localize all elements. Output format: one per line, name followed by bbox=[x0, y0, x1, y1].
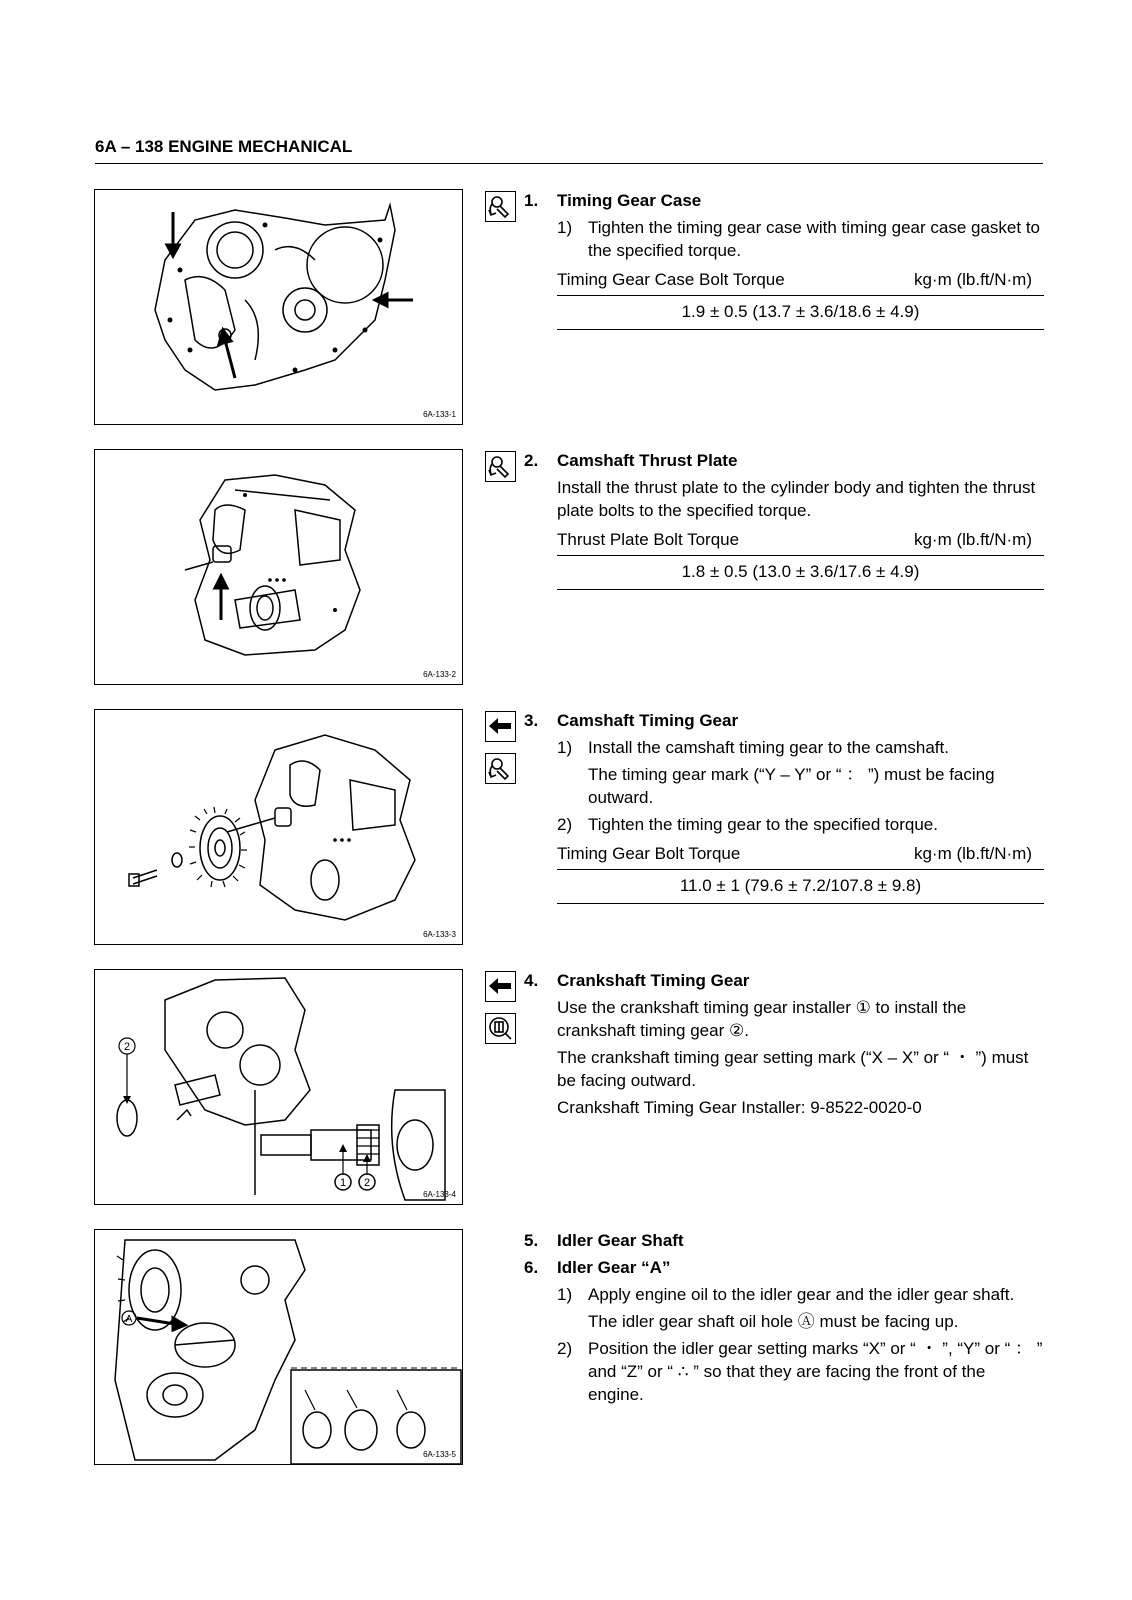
torque-value: 1.9 ± 0.5 (13.7 ± 3.6/18.6 ± 4.9) bbox=[557, 296, 1044, 330]
item-number: 1) bbox=[557, 738, 573, 757]
section-text: Use the crankshaft timing gear installer ① to install the crankshaft timing gear ②. bbox=[557, 998, 967, 1040]
item-text: Apply engine oil to the idler gear and the idler gear shaft. bbox=[588, 1285, 1015, 1304]
callout-2: 2 bbox=[123, 1041, 131, 1053]
section-number: 6. bbox=[524, 1258, 539, 1277]
section-text: Install the thrust plate to the cylinder body and tighten the thrust plate bolts to the specified torque. bbox=[557, 478, 1036, 520]
torque-unit: kg·m (lb.ft/N·m) bbox=[913, 844, 1032, 863]
section-number: 3. bbox=[524, 711, 539, 730]
torque-unit: kg·m (lb.ft/N·m) bbox=[913, 530, 1032, 549]
idler-gear-drawing bbox=[95, 1230, 464, 1466]
section-title: Idler Gear Shaft bbox=[557, 1231, 684, 1250]
item-number: 1) bbox=[557, 218, 573, 237]
tighten-icon bbox=[485, 451, 516, 482]
torque-label: Thrust Plate Bolt Torque bbox=[557, 530, 740, 549]
crankshaft-gear-drawing bbox=[95, 970, 464, 1206]
item-text: Install the camshaft timing gear to the camshaft. bbox=[588, 738, 949, 757]
tighten-icon bbox=[485, 753, 516, 784]
torque-value: 11.0 ± 1 (79.6 ± 7.2/107.8 ± 9.8) bbox=[557, 870, 1044, 904]
section-number: 4. bbox=[524, 971, 539, 990]
camshaft-gear-drawing bbox=[95, 710, 464, 946]
item-number: 1) bbox=[557, 1285, 573, 1304]
figure-label: 6A-133-1 bbox=[423, 410, 456, 419]
section-number: 2. bbox=[524, 451, 539, 470]
section-camshaft-timing-gear bbox=[524, 709, 1044, 904]
section-title: Timing Gear Case bbox=[557, 191, 702, 210]
section-title: Camshaft Timing Gear bbox=[557, 711, 739, 730]
install-icon bbox=[485, 711, 516, 742]
torque-value: 1.8 ± 0.5 (13.0 ± 3.6/17.6 ± 4.9) bbox=[557, 556, 1044, 590]
torque-label: Timing Gear Case Bolt Torque bbox=[557, 270, 785, 289]
section-crankshaft-timing-gear bbox=[524, 969, 1044, 1119]
callout-a: A bbox=[125, 1314, 133, 1325]
special-tool-icon bbox=[485, 1013, 516, 1044]
section-text: The crankshaft timing gear setting mark (“X – X” or “ ・ ”) must be facing outward. bbox=[557, 1048, 1029, 1090]
section-camshaft-thrust-plate bbox=[524, 449, 1044, 590]
section-number: 1. bbox=[524, 191, 539, 210]
tighten-icon bbox=[485, 191, 516, 222]
section-title: Camshaft Thrust Plate bbox=[557, 451, 738, 470]
item-text: Tighten the timing gear case with timing gear case gasket to the specified torque. bbox=[588, 218, 1040, 260]
section-timing-gear-case bbox=[524, 189, 1044, 330]
item-text: Position the idler gear setting marks “X” or “ ・ ”, “Y” or “ ： ” and “Z” or “ ∴ ” so that they are facing the front of the engine. bbox=[588, 1339, 1043, 1404]
thrust-plate-drawing bbox=[95, 450, 464, 686]
figure-crankshaft-timing-gear bbox=[94, 969, 463, 1205]
figure-label: 6A-133-2 bbox=[423, 670, 456, 679]
torque-unit: kg·m (lb.ft/N·m) bbox=[913, 270, 1032, 289]
item-note: The timing gear mark (“Y – Y” or “ ： ”) must be facing outward. bbox=[588, 765, 995, 807]
figure-camshaft-timing-gear bbox=[94, 709, 463, 945]
item-number: 2) bbox=[557, 815, 573, 834]
timing-gear-case-drawing bbox=[95, 190, 464, 426]
figure-label: 6A-133-5 bbox=[423, 1450, 456, 1459]
install-icon bbox=[485, 971, 516, 1002]
figure-camshaft-thrust-plate bbox=[94, 449, 463, 685]
special-tool-text: Crankshaft Timing Gear Installer: 9-8522-0020-0 bbox=[557, 1098, 922, 1117]
section-number: 5. bbox=[524, 1231, 539, 1250]
figure-timing-gear-case bbox=[94, 189, 463, 425]
figure-idler-gear bbox=[94, 1229, 463, 1465]
section-idler-gear bbox=[524, 1229, 1044, 1406]
item-number: 2) bbox=[557, 1339, 573, 1358]
figure-label: 6A-133-4 bbox=[423, 1190, 456, 1199]
section-title: Crankshaft Timing Gear bbox=[557, 971, 750, 990]
section-title: Idler Gear “A” bbox=[557, 1258, 671, 1277]
item-note: The idler gear shaft oil hole Ⓐ must be facing up. bbox=[588, 1312, 959, 1331]
torque-label: Timing Gear Bolt Torque bbox=[557, 844, 741, 863]
item-text: Tighten the timing gear to the specified torque. bbox=[588, 815, 938, 834]
page-header: 6A – 138 ENGINE MECHANICAL bbox=[95, 137, 1043, 164]
callout-2b: 2 bbox=[363, 1177, 371, 1189]
figure-label: 6A-133-3 bbox=[423, 930, 456, 939]
callout-1: 1 bbox=[339, 1177, 347, 1189]
